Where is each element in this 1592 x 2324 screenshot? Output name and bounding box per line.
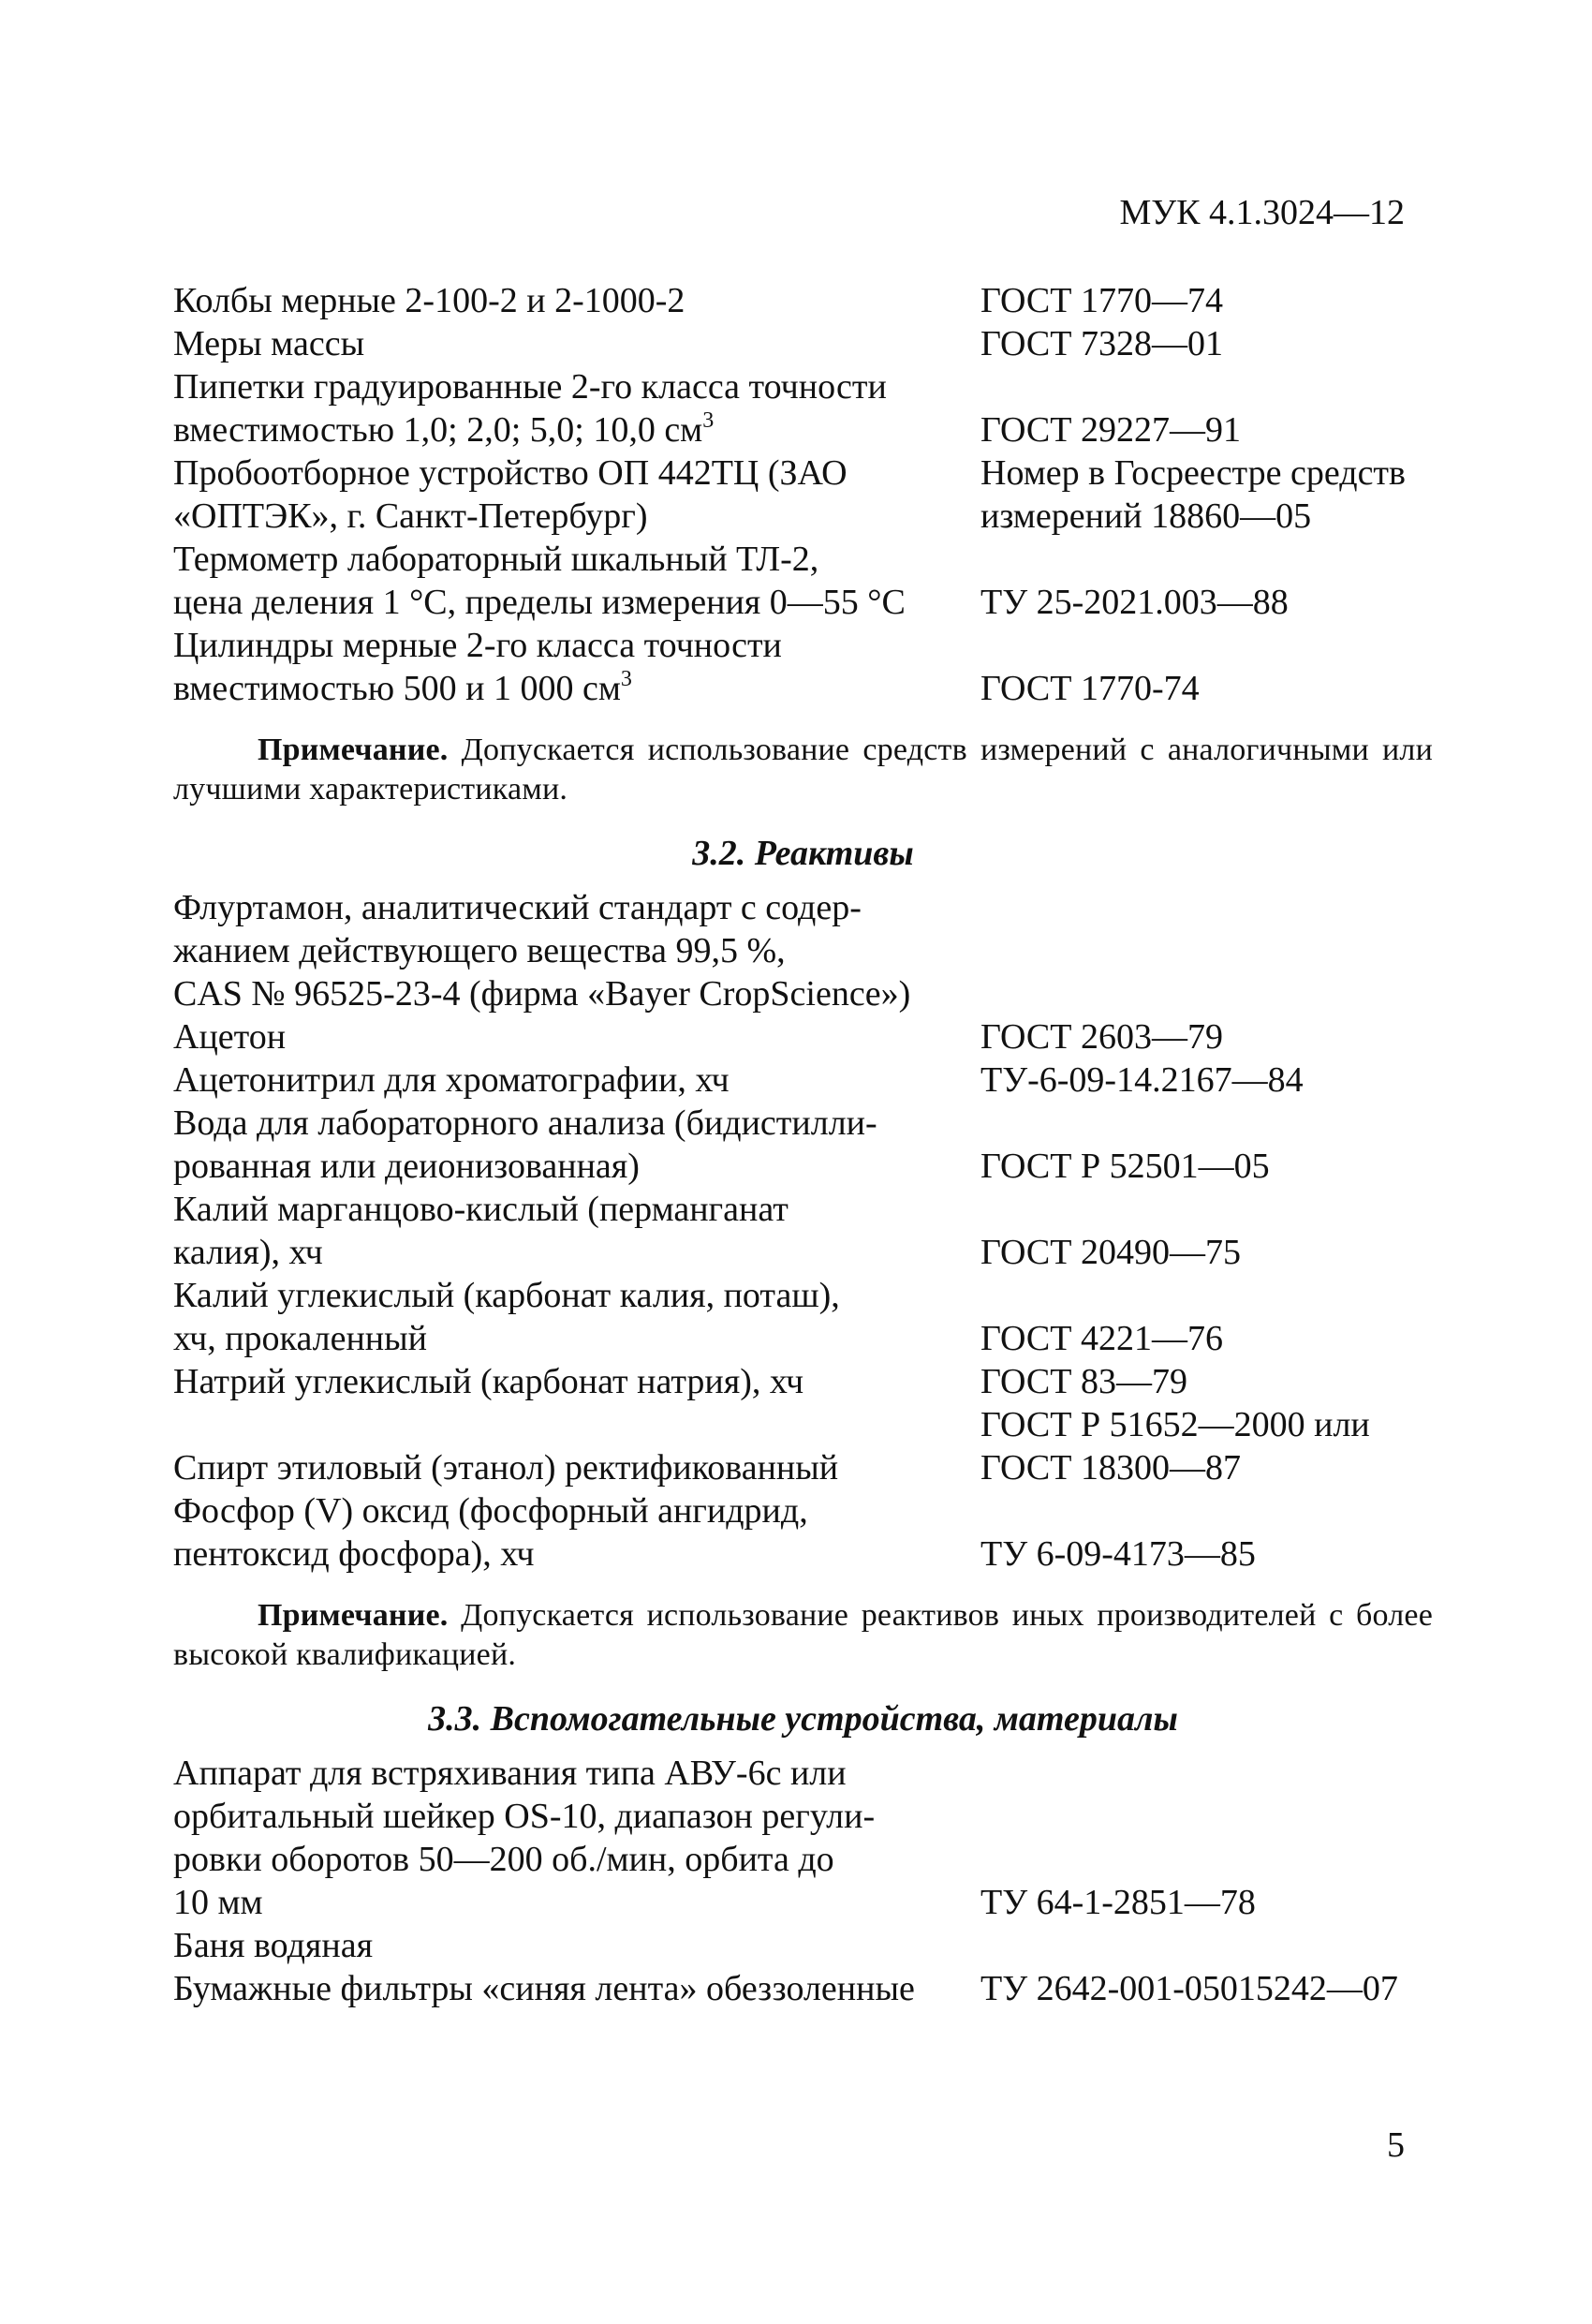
item-name: Цилиндры мерные 2-го класса точности вместимостью 500 и 1 000 см xyxy=(173,626,782,708)
item-standard: ТУ-6-09-14.2167—84 xyxy=(980,1060,1304,1100)
page-header xyxy=(1119,192,1405,233)
list-item xyxy=(173,1967,1433,2010)
page-content xyxy=(173,279,1433,2010)
list-item xyxy=(173,451,1433,538)
item-name: Фосфор (V) оксид (фосфорный ангидрид, пентоксид фосфора), хч xyxy=(173,1491,808,1574)
item-name: Калий марганцово-кислый (перманганат калия), хч xyxy=(173,1190,789,1272)
auxiliary-list xyxy=(173,1752,1433,2010)
superscript: 3 xyxy=(620,667,632,691)
note-label: Примечание. xyxy=(258,1598,449,1633)
item-standard: Номер в Госреестре средств измерений 18860—05 xyxy=(980,453,1406,536)
list-item xyxy=(173,1403,1433,1489)
list-item xyxy=(173,886,1433,1015)
list-item xyxy=(173,1360,1433,1403)
list-item xyxy=(173,1188,1433,1274)
list-item xyxy=(173,1058,1433,1102)
note-text: Допускается использование средств измерений с аналогичными или лучшими характеристиками. xyxy=(173,733,1433,807)
item-name: Калий углекислый (карбонат калия, поташ), хч, прокаленный xyxy=(173,1276,840,1358)
item-standard: ТУ 2642-001-05015242—07 xyxy=(980,1969,1398,2008)
page-number: 5 xyxy=(1387,2125,1405,2165)
item-name: Вода для лабораторного анализа (бидистилли- рованная или деионизованная) xyxy=(173,1103,877,1186)
item-standard: ГОСТ 4221—76 xyxy=(980,1319,1223,1358)
item-standard: ГОСТ 7328—01 xyxy=(980,324,1223,363)
list-item xyxy=(173,1752,1433,1924)
item-name: Пробоотборное устройство ОП 442ТЦ (ЗАО «ОПТЭК», г. Санкт-Петербург) xyxy=(173,453,848,536)
item-standard: ГОСТ 29227—91 xyxy=(980,410,1241,450)
item-name: Спирт этиловый (этанол) ректификованный xyxy=(173,1448,839,1488)
list-item xyxy=(173,365,1433,451)
item-name-wrap xyxy=(173,624,980,710)
item-name-wrap xyxy=(173,365,980,451)
item-name: Флуртамон, аналитический стандарт с содер- жанием действующего вещества 99,5 %, CAS № 96525-23-4 (фирма «Bayer CropScience») xyxy=(173,888,911,1014)
item-standard: ГОСТ 83—79 xyxy=(980,1362,1187,1401)
section-title-reagents: 3.2. Реактивы xyxy=(692,834,914,873)
list-item xyxy=(173,1102,1433,1188)
item-standard: ТУ 6-09-4173—85 xyxy=(980,1534,1256,1574)
item-standard: ГОСТ 2603—79 xyxy=(980,1017,1223,1057)
item-name: Ацетонитрил для хроматографии, хч xyxy=(173,1060,730,1100)
list-item xyxy=(173,624,1433,710)
item-name: Бумажные фильтры «синяя лента» обеззоленные xyxy=(173,1969,915,2008)
list-item xyxy=(173,1489,1433,1576)
item-standard: ГОСТ 1770—74 xyxy=(980,281,1223,320)
item-standard: ТУ 25-2021.003—88 xyxy=(980,583,1289,622)
document-code: МУК 4.1.3024—12 xyxy=(1119,193,1405,232)
item-name: Термометр лабораторный шкальный ТЛ-2, цена деления 1 °С, пределы измерения 0—55 °С xyxy=(173,540,906,622)
list-item xyxy=(173,538,1433,624)
item-name: Ацетон xyxy=(173,1017,287,1057)
list-item xyxy=(173,1015,1433,1058)
item-standard: ГОСТ Р 52501—05 xyxy=(980,1147,1270,1186)
item-name: Меры массы xyxy=(173,324,365,363)
item-standard: ГОСТ Р 51652—2000 или ГОСТ 18300—87 xyxy=(980,1405,1370,1488)
instruments-list xyxy=(173,279,1433,710)
item-name: Натрий углекислый (карбонат натрия), хч xyxy=(173,1362,804,1401)
list-item xyxy=(173,279,1433,322)
list-item xyxy=(173,1274,1433,1360)
note-instruments xyxy=(173,731,1433,809)
note-reagents xyxy=(173,1596,1433,1675)
note-text: Допускается использование реактивов иных производителей с более высокой квалификацией. xyxy=(173,1598,1433,1672)
note-label: Примечание. xyxy=(258,733,449,767)
item-name: Баня водяная xyxy=(173,1926,374,1965)
superscript: 3 xyxy=(702,408,715,433)
item-standard: ГОСТ 1770-74 xyxy=(980,669,1200,708)
item-standard: ГОСТ 20490—75 xyxy=(980,1233,1241,1272)
item-name: Аппарат для встряхивания типа АВУ-6с или орбитальный шейкер OS-10, диапазон регули- ровки оборотов 50—200 об./мин, орбита до 10 мм xyxy=(173,1754,876,1922)
item-name: Пипетки градуированные 2-го класса точности вместимостью 1,0; 2,0; 5,0; 10,0 см xyxy=(173,367,887,450)
list-item xyxy=(173,322,1433,365)
item-name: Колбы мерные 2-100-2 и 2-1000-2 xyxy=(173,281,685,320)
list-item xyxy=(173,1924,1433,1967)
section-title-auxiliary: 3.3. Вспомогательные устройства, материалы xyxy=(428,1699,1178,1739)
reagents-list xyxy=(173,886,1433,1576)
item-standard: ТУ 64-1-2851—78 xyxy=(980,1883,1256,1922)
